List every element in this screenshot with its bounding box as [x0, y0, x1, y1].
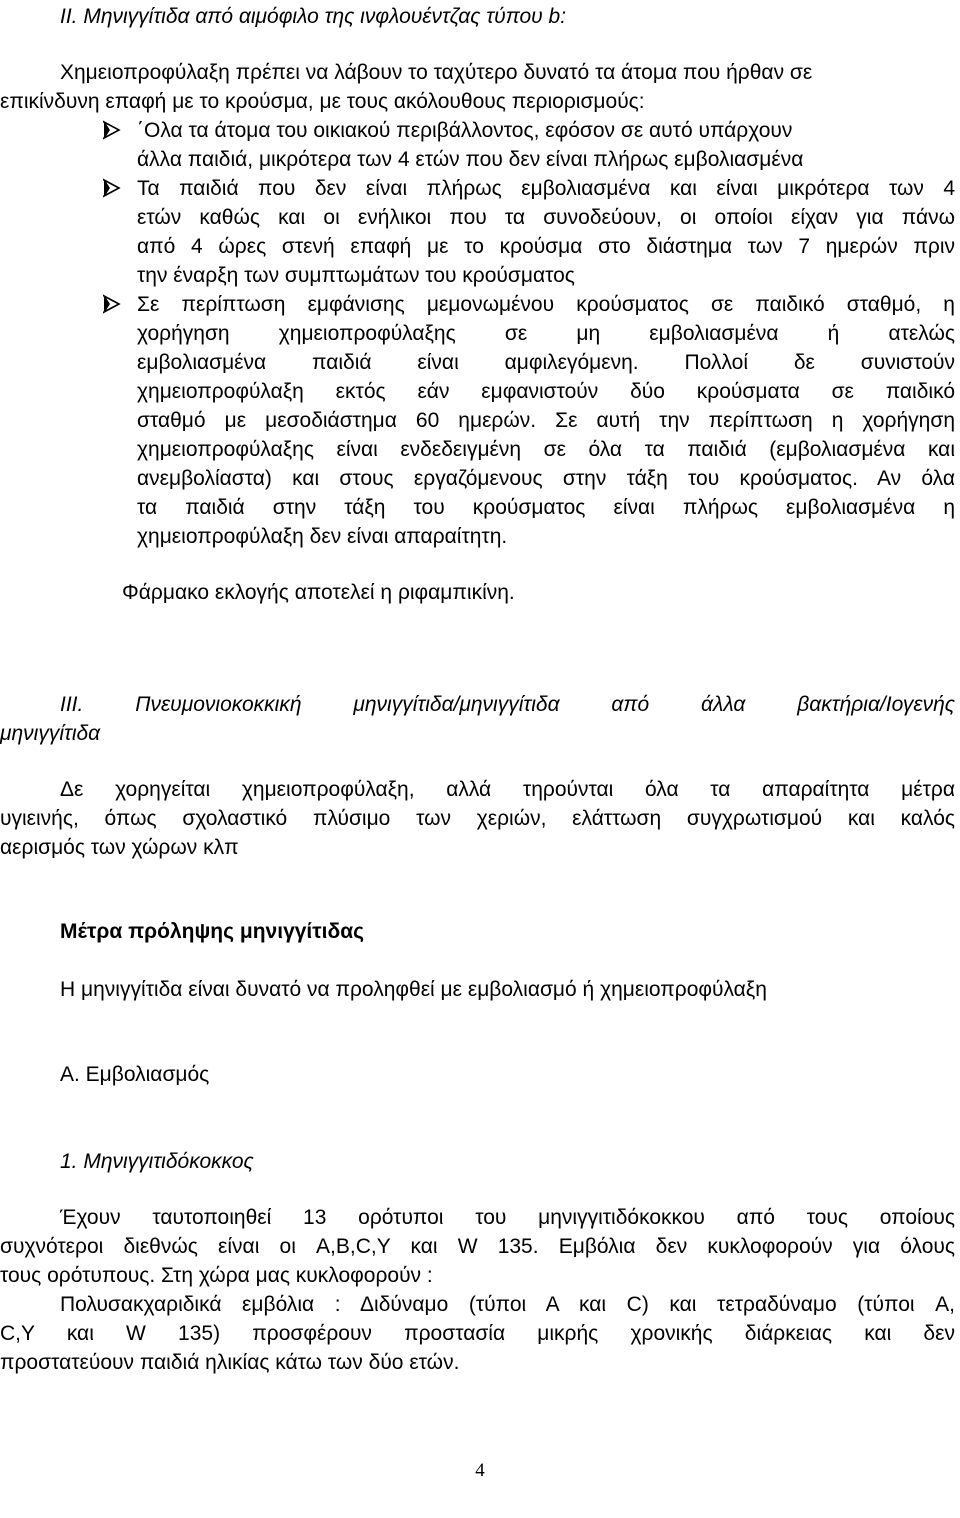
section-heading-pneumococcal-cont: μηνιγγίτιδα	[0, 722, 101, 745]
prevention-intro: Η μηνιγγίτιδα είναι δυνατό να προληφθεί με εμβολιασμό ή χημειοπροφύλαξη	[60, 978, 767, 1001]
bullet-line: Τα παιδιά που δεν είναι πλήρως εμβολιασμένα και είναι μικρότερα των 4	[137, 177, 955, 200]
paragraph-line: αερισμός των χώρων κλπ	[0, 836, 239, 859]
bullet-line: τα παιδιά στην τάξη του κρούσματος είναι πλήρως εμβολιασμένα η	[137, 496, 955, 519]
paragraph-line: συχνότεροι διεθνώς είναι οι A,B,C,Y και W 135. Εμβόλια δεν κυκλοφορούν για όλους	[0, 1235, 955, 1258]
subheading-meningococcus: 1. Μηνιγγιτιδόκοκκος	[60, 1150, 254, 1173]
page-number: 4	[475, 1460, 485, 1481]
paragraph-line: Χημειοπροφύλαξη πρέπει να λάβουν το ταχύτερο δυνατό τα άτομα που ήρθαν σε	[60, 61, 813, 84]
bullet-line: ετών καθώς και οι ενήλικοι που τα συνοδεύουν, οι οποίοι είχαν για πάνω	[137, 206, 955, 229]
paragraph-line: Πολυσακχαριδικά εμβόλια : Διδύναμο (τύποι Α και C) και τετραδύναμο (τύποι A,	[60, 1293, 955, 1316]
bullet-line: ανεμβολίαστα) και στους εργαζόμενους στην τάξη του κρούσματος. Αν όλα	[137, 467, 955, 490]
bullet-line: άλλα παιδιά, μικρότερα των 4 ετών που δεν είναι πλήρως εμβολιασμένα	[137, 148, 804, 171]
prevention-heading: Μέτρα πρόληψης μηνιγγίτιδας	[60, 920, 365, 943]
bullet-line: εμβολιασμένα παιδιά είναι αμφιλεγόμενη. Πολλοί δε συνιστούν	[137, 351, 955, 374]
bullet-line: σταθμό με μεσοδιάστημα 60 ημερών. Σε αυτή την περίπτωση η χορήγηση	[137, 409, 955, 432]
bullet-line: ΄Ολα τα άτομα του οικιακού περιβάλλοντος, εφόσον σε αυτό υπάρχουν	[137, 119, 793, 142]
arrow-bullet-icon	[103, 294, 121, 314]
subheading-vaccination: Α. Εμβολιασμός	[60, 1063, 210, 1086]
bullet-line: Σε περίπτωση εμφάνισης μεμονωμένου κρούσματος σε παιδικό σταθμό, η	[137, 293, 955, 316]
bullet-line: την έναρξη των συμπτωμάτων του κρούσματος	[137, 264, 575, 287]
bullet-line: χορήγηση χημειοπροφύλαξης σε μη εμβολιασμένα ή ατελώς	[137, 322, 955, 345]
paragraph-line: τους ορότυπους. Στη χώρα μας κυκλοφορούν :	[0, 1264, 433, 1287]
paragraph-line: υγιεινής, όπως σχολαστικό πλύσιμο των χεριών, ελάττωση συγχρωτισμού και καλός	[0, 807, 955, 830]
paragraph-line: C,Y και W 135) προσφέρουν προστασία μικρής χρονικής διάρκειας και δεν	[0, 1322, 955, 1345]
arrow-bullet-icon	[103, 178, 121, 198]
paragraph-line: Έχουν ταυτοποιηθεί 13 ορότυποι του μηνιγγιτιδόκοκκου από τους οποίους	[60, 1206, 955, 1229]
paragraph-line: Δε χορηγείται χημειοπροφύλαξη, αλλά τηρούνται όλα τα απαραίτητα μέτρα	[60, 778, 955, 801]
arrow-bullet-icon	[103, 120, 121, 140]
bullet-line: χημειοπροφύλαξης είναι ενδεδειγμένη σε όλα τα παιδιά (εμβολιασμένα και	[137, 438, 955, 461]
section-heading-pneumococcal: ΙΙΙ. Πνευμονιοκοκκική μηνιγγίτιδα/μηνιγγίτιδα από άλλα βακτήρια/Ιογενής	[60, 693, 955, 716]
paragraph-line: προστατεύουν παιδιά ηλικίας κάτω των δύο ετών.	[0, 1351, 460, 1374]
drug-choice-text: Φάρμακο εκλογής αποτελεί η ριφαμπικίνη.	[122, 581, 515, 604]
bullet-line: από 4 ώρες στενή επαφή με το κρούσμα στο διάστημα των 7 ημερών πριν	[137, 235, 955, 258]
bullet-line: χημειοπροφύλαξη εκτός εάν εμφανιστούν δύο κρούσματα σε παιδικό	[137, 380, 955, 403]
bullet-line: χημειοπροφύλαξη δεν είναι απαραίτητη.	[137, 525, 508, 548]
section-heading-haemophilus: ΙΙ. Μηνιγγίτιδα από αιμόφιλο της ινφλουέντζας τύπου b:	[60, 5, 567, 28]
paragraph-line: επικίνδυνη επαφή με το κρούσμα, με τους ακόλουθους περιορισμούς:	[0, 90, 645, 113]
